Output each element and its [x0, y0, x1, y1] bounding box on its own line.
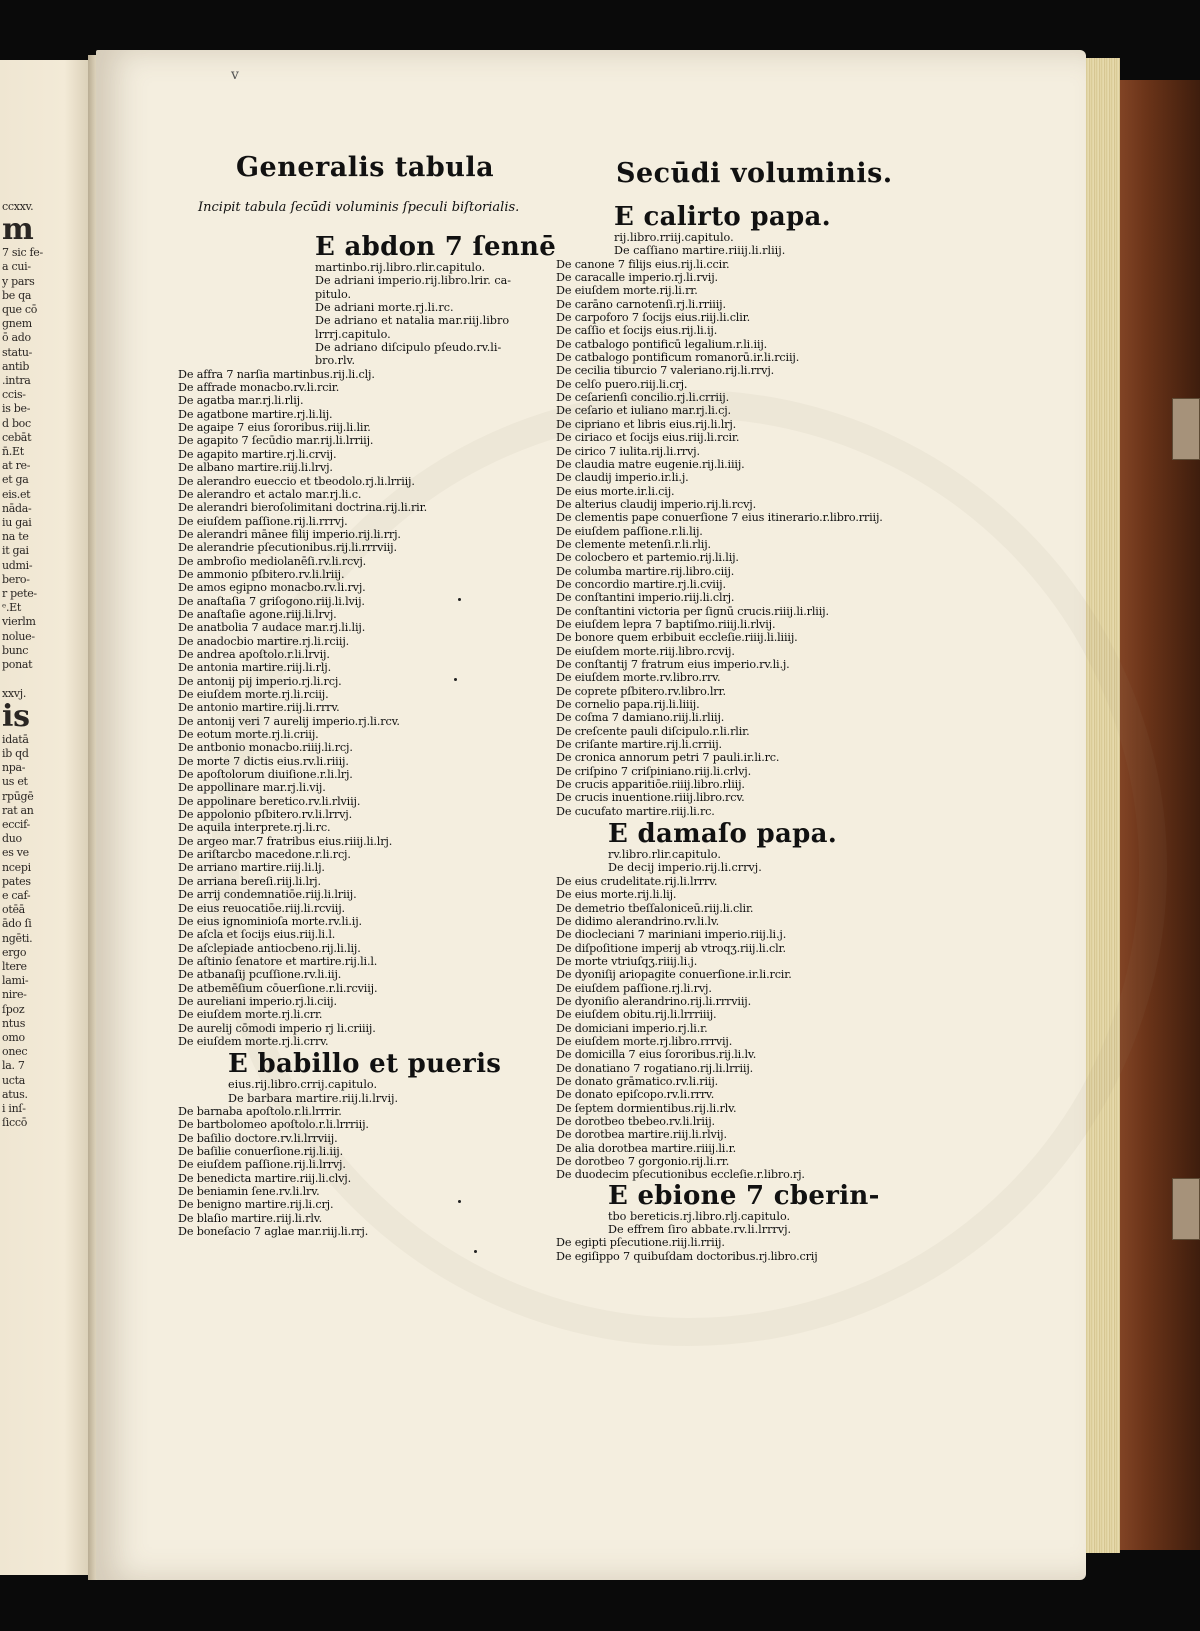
- index-entry: De argeo mar.7 fratribus eius.riiij.li.lrj.: [178, 834, 393, 848]
- left-page-line: a cui-: [2, 260, 31, 274]
- section-e-continuation: [608, 1210, 1076, 1237]
- index-entry: De apoſtolorum diuiſione.r.li.lrj.: [178, 768, 353, 782]
- left-page-line: eccif-: [2, 817, 30, 831]
- index-entry: De barnaba apoſtolo.r.li.lrrrir.: [178, 1104, 342, 1118]
- index-entry: De didimo alerandrino.rv.li.lv.: [556, 914, 720, 928]
- left-page-line: ltere: [2, 959, 27, 973]
- left-page-line: ergo: [2, 945, 27, 959]
- section-e-heading: [556, 1182, 1076, 1237]
- index-entry: De cornelio papa.rij.li.liiij.: [556, 698, 700, 712]
- index-entry: De amos egipno monacbo.rv.li.rvj.: [178, 581, 366, 595]
- index-entry: De antonio martire.riij.li.rrrv.: [178, 701, 340, 715]
- index-entry: De eiuſdem paſſione.rij.li.lrrvj.: [178, 1158, 346, 1172]
- section-e-entries: [556, 1236, 1076, 1263]
- left-page-line: at re-: [2, 459, 31, 473]
- left-page-line: pates: [2, 874, 31, 888]
- left-page-line: npa-: [2, 761, 26, 775]
- section-c-entries: [556, 258, 1076, 818]
- left-page-line: y pars: [2, 274, 35, 288]
- index-entry: De ceſario et iuliano mar.rj.li.cj.: [556, 404, 731, 418]
- index-entry: De morte 7 dictis eius.rv.li.riiij.: [178, 754, 349, 768]
- index-entry: De criſpino 7 criſpiniano.riij.li.crlvj.: [556, 764, 751, 778]
- section-a-continuation: [315, 261, 568, 368]
- index-entry: De benedicta martire.riij.li.clvj.: [178, 1171, 352, 1185]
- folio-mark: v: [231, 67, 239, 83]
- ink-dot: [454, 678, 457, 681]
- ink-dot: [458, 1200, 461, 1203]
- left-page-line: que cō: [2, 303, 38, 317]
- left-page-line: la. 7: [2, 1059, 25, 1073]
- left-page-line: ncepi: [2, 860, 31, 874]
- index-entry: De celſo puero.riij.li.crj.: [556, 377, 688, 391]
- index-entry: De alterius claudij imperio.rij.li.rcvj.: [556, 497, 757, 511]
- heading-continuation-line: martinbo.rij.libro.rlir.capitulo.: [315, 261, 486, 274]
- left-page-line: be qa: [2, 288, 32, 302]
- index-entry: De clemente metenſi.r.li.rlij.: [556, 537, 711, 551]
- heading-continuation-line: De adriano diſcipulo pſeudo.rv.li-: [315, 341, 502, 355]
- left-page-line: es ve: [2, 846, 29, 860]
- section-d-heading: [556, 820, 1076, 875]
- index-entry: De cipriano et libris eius.rij.li.lrj.: [556, 417, 737, 431]
- left-page-line: nāda-: [2, 501, 32, 515]
- index-entry: De diocleciani 7 mariniani imperio.riij.li.j.: [556, 928, 787, 942]
- left-page-line: ādo ſi: [2, 917, 32, 931]
- index-entry: De egipti pſecutione.riij.li.rriij.: [556, 1236, 725, 1250]
- left-page-line: bunc: [2, 643, 29, 657]
- left-page-line: d boc: [2, 416, 31, 430]
- heading-continuation-line: rv.libro.rlir.capitulo.: [608, 848, 721, 862]
- heading-continuation-line: De adriani morte.rj.li.rc.: [315, 301, 454, 315]
- left-page-line: udmi-: [2, 558, 33, 572]
- section-a-heading: [178, 233, 568, 368]
- left-page-line: i inſ-: [2, 1101, 26, 1115]
- left-page-line: ccxxv.: [2, 200, 34, 213]
- index-entry: De eiuſdem morte.rj.libro.rrrvij.: [556, 1034, 733, 1048]
- index-entry: De demetrio tbeſſaloniceū.riij.li.clir.: [556, 901, 754, 915]
- heading-continuation-line: pitulo.: [315, 287, 352, 301]
- heading-continuation-line: De barbara martire.riij.li.lrvij.: [228, 1091, 399, 1105]
- heading-continuation-line: bro.rlv.: [315, 354, 356, 368]
- heading-continuation-line: tbo bereticis.rj.libro.rlj.capitulo.: [608, 1209, 791, 1223]
- heading-continuation-line: rij.libro.rriij.capitulo.: [614, 231, 734, 244]
- index-entry: De eiuſdem paſſione.rij.li.rrrvj.: [178, 514, 348, 528]
- index-entry: De arriana bereſi.riij.li.lrj.: [178, 874, 321, 888]
- index-entry: De coſma 7 damiano.riij.li.rliij.: [556, 711, 725, 725]
- index-entry: De cucufato martire.riij.li.rc.: [556, 804, 715, 818]
- left-page-line: m: [2, 212, 34, 248]
- index-entry: De bartbolomeo apoſtolo.r.li.lrrriij.: [178, 1118, 369, 1132]
- index-entry: De clementis pape conuerſione 7 eius itinerario.r.libro.rriij.: [556, 511, 883, 525]
- left-page-line: gnem: [2, 317, 32, 331]
- index-entry: De claudij imperio.ir.li.j.: [556, 471, 689, 485]
- clasp-lower: [1172, 1178, 1200, 1240]
- index-entry: De eius morte.ir.li.cij.: [556, 484, 675, 498]
- index-entry: De antbonio monacbo.riiij.li.rcj.: [178, 741, 353, 755]
- index-entry: De eiuſdem morte.rv.libro.rrv.: [556, 671, 721, 685]
- index-entry: De morte vtriuſqʒ.riiij.li.j.: [556, 954, 698, 968]
- left-page-line: ib qd: [2, 746, 29, 760]
- index-entry: De creſcente pauli diſcipulo.r.li.rlir.: [556, 724, 750, 738]
- left-page-line: e caf-: [2, 888, 31, 902]
- index-entry: De diſpoſitione imperij ab vtroqʒ.riij.li.clr.: [556, 941, 786, 955]
- section-e-title: E ebione 7 cberin-: [608, 1180, 880, 1211]
- left-page-line: is be-: [2, 402, 31, 416]
- left-page-line: ō ado: [2, 331, 31, 345]
- index-entry: De anaſtaſie agone.riij.li.lrvj.: [178, 607, 337, 621]
- left-page-line: duo: [2, 832, 22, 846]
- index-entry: De boneſacio 7 aglae mar.riij.li.rrj.: [178, 1225, 369, 1239]
- index-entry: De cronica annorum petri 7 pauli.ir.li.rc.: [556, 751, 780, 765]
- index-entry: De antonij pij imperio.rj.li.rcj.: [178, 674, 342, 688]
- left-page-line: ucta: [2, 1073, 26, 1087]
- left-page-line: eis.et: [2, 487, 31, 501]
- index-entry: De eius ignominioſa morte.rv.li.ij.: [178, 914, 362, 928]
- ink-dot: [474, 1250, 477, 1253]
- left-page-line: ponat: [2, 658, 33, 672]
- left-page-line: et ga: [2, 473, 29, 487]
- index-entry: De eius reuocatiōe.riij.li.rcviij.: [178, 901, 345, 915]
- index-entry: De domicilla 7 eius ſororibus.rij.li.lv.: [556, 1048, 757, 1062]
- left-page-line: vierlm: [2, 615, 36, 629]
- section-c-heading: [556, 203, 1076, 258]
- index-entry: De aquila interprete.rj.li.rc.: [178, 821, 331, 835]
- index-entry: De agapito 7 ſecūdio mar.rij.li.lrriij.: [178, 434, 374, 448]
- index-entry: De ambroſio mediolanēſi.rv.li.rcvj.: [178, 554, 367, 568]
- index-entry: De eiuſdem morte.rj.li.rciij.: [178, 688, 329, 701]
- left-page-line: onec: [2, 1045, 28, 1059]
- section-c-title: E calirto papa.: [614, 202, 832, 232]
- heading-continuation-line: De adriano et natalia mar.riij.libro: [315, 314, 510, 328]
- index-entry: De baſilio doctore.rv.li.lrrviij.: [178, 1131, 338, 1145]
- index-column-left: [178, 233, 568, 1238]
- left-page-line: ſiccō: [2, 1116, 28, 1130]
- index-entry: De appollinare mar.rj.li.vij.: [178, 781, 326, 795]
- index-entry: De beniamin ſene.rv.li.lrv.: [178, 1185, 320, 1199]
- left-page-line: ᵉ.Et: [2, 601, 22, 615]
- index-entry: De eiuſdem paſſione.r.li.lij.: [556, 524, 703, 538]
- index-entry: De aſtinio ſenatore et martire.rij.li.l.: [178, 954, 378, 968]
- index-entry: De domiciani imperio.rj.li.r.: [556, 1021, 708, 1035]
- index-entry: De alerandri bieroſolimitani doctrina.rij.li.rir.: [178, 501, 427, 515]
- index-entry: De colocbero et partemio.rij.li.lij.: [556, 551, 739, 565]
- left-facing-page: [0, 60, 92, 1575]
- section-d-continuation: [608, 848, 1076, 875]
- index-entry: De cirico 7 iulita.rij.li.rrvj.: [556, 444, 700, 458]
- index-entry: De alerandro et actalo mar.rj.li.c.: [178, 487, 362, 501]
- heading-continuation-line: De decij imperio.rij.li.crrvj.: [608, 861, 762, 875]
- index-entry: De andrea apoſtolo.r.li.lrvij.: [178, 647, 330, 661]
- index-entry: De criſante martire.rij.li.crriij.: [556, 738, 722, 752]
- index-entry: De ammonio pſbitero.rv.li.lriij.: [178, 567, 345, 581]
- left-page-line: nire-: [2, 988, 27, 1002]
- index-entry: De appolinare beretico.rv.li.rlviij.: [178, 794, 361, 808]
- index-entry: De donato epiſcopo.rv.li.rrrv.: [556, 1088, 715, 1102]
- left-page-line: bero-: [2, 572, 30, 586]
- index-entry: De eiuſdem paſſione.rj.li.rvj.: [556, 981, 712, 995]
- left-page-line: atus.: [2, 1087, 28, 1101]
- section-b-heading: [178, 1050, 568, 1105]
- ink-dot: [458, 598, 461, 601]
- index-entry: De crucis inuentione.riiij.libro.rcv.: [556, 791, 745, 805]
- index-entry: De arriano martire.riij.li.lj.: [178, 861, 325, 875]
- index-entry: De benigno martire.rij.li.crj.: [178, 1198, 334, 1212]
- left-page-line: .intra: [2, 374, 31, 388]
- index-entry: De egiſippo 7 quibuſdam doctoribus.rj.libro.crij: [556, 1249, 818, 1263]
- index-entry: De arrij condemnatiōe.riij.li.lriij.: [178, 888, 357, 902]
- index-entry: De agatba mar.rj.li.rlij.: [178, 394, 304, 408]
- left-page-line: it gai: [2, 544, 29, 558]
- index-entry: De caſſio et ſocijs eius.rij.li.ij.: [556, 324, 718, 338]
- left-page-line: omo: [2, 1030, 25, 1044]
- index-entry: De antonij veri 7 aurelij imperio.rj.li.rcv.: [178, 714, 400, 728]
- heading-continuation-line: lrrrj.capitulo.: [315, 327, 391, 341]
- index-entry: De claudia matre eugenie.rij.li.iiij.: [556, 457, 745, 471]
- heading-continuation-line: eius.rij.libro.crrij.capitulo.: [228, 1078, 378, 1092]
- index-entry: De alerandri mānee filij imperio.rij.li.rrj.: [178, 527, 401, 541]
- index-entry: De affra 7 narſia martinbus.rij.li.clj.: [178, 367, 375, 381]
- index-entry: De eiuſdem lepra 7 baptiſmo.riiij.li.rlvij.: [556, 617, 776, 631]
- left-page-line: is: [2, 698, 30, 734]
- index-entry: De duodecim pſecutionibus eccleſie.r.libro.rj.: [556, 1168, 805, 1182]
- index-entry: De eiuſdem obitu.rij.li.lrrriiij.: [556, 1008, 717, 1022]
- left-page-line: antib: [2, 359, 30, 373]
- index-entry: De baſilie conuerſione.rij.li.iij.: [178, 1145, 343, 1158]
- left-page-line: ccis-: [2, 388, 26, 402]
- heading-continuation-line: De caſſiano martire.riiij.li.rliij.: [614, 244, 786, 258]
- section-a-title: E abdon 7 ſennē: [315, 232, 557, 262]
- right-page: [96, 50, 1086, 1580]
- index-entry: De eiuſdem morte.rij.li.rr.: [556, 284, 698, 298]
- left-page-line: r pete-: [2, 587, 37, 601]
- index-entry: De aſcla et ſocijs eius.riij.li.l.: [178, 928, 336, 942]
- index-entry: De conſtantini imperio.riij.li.clrj.: [556, 591, 735, 605]
- left-page-line: ntus: [2, 1016, 26, 1030]
- left-page-line: ngēti.: [2, 931, 33, 945]
- left-page-line: statu-: [2, 345, 33, 359]
- left-page-text: [2, 200, 88, 1130]
- index-entry: De canone 7 filijs eius.rij.li.ccir.: [556, 257, 730, 271]
- left-page-line: na te: [2, 530, 29, 544]
- index-entry: De caracalle imperio.rj.li.rvij.: [556, 271, 718, 285]
- index-entry: De anadocbio martire.rj.li.rciij.: [178, 634, 350, 648]
- index-entry: De columba martire.rij.libro.ciij.: [556, 564, 735, 578]
- index-entry: De aureliani imperio.rj.li.ciij.: [178, 994, 337, 1008]
- clasp-upper: [1172, 398, 1200, 460]
- index-entry: De eius morte.rij.li.lij.: [556, 888, 677, 902]
- index-entry: De eiuſdem morte.rj.li.crrv.: [178, 1034, 329, 1048]
- left-page-line: lami-: [2, 974, 29, 988]
- left-page-line: us et: [2, 775, 28, 789]
- left-page-line: nolue-: [2, 629, 35, 643]
- index-entry: De anatbolia 7 audace mar.rj.li.lij.: [178, 621, 366, 635]
- section-d-entries: [556, 875, 1076, 1182]
- left-page-line: ſpoz: [2, 1002, 25, 1016]
- index-entry: De coprete pſbitero.rv.libro.lrr.: [556, 684, 726, 698]
- index-entry: De anaſtaſia 7 griſogono.riij.li.lvij.: [178, 594, 365, 608]
- index-entry: De blaſio martire.riij.li.rlv.: [178, 1211, 323, 1225]
- incipit-line: Incipit tabula ſecūdi voluminis ſpeculi biſtorialis.: [198, 200, 520, 215]
- left-page-line: otēā: [2, 903, 25, 917]
- left-page-line: 7 sic fe-: [2, 246, 43, 260]
- index-entry: De ceſarienſi concilio.rj.li.crriij.: [556, 391, 729, 405]
- index-entry: De dorotbeo tbebeo.rv.li.lriij.: [556, 1115, 715, 1128]
- index-entry: De atbanaſij pcuſſione.rv.li.iij.: [178, 968, 342, 982]
- index-entry: De conſtantij 7 fratrum eius imperio.rv.li.j.: [556, 658, 790, 671]
- left-page-line: xxvj.: [2, 686, 27, 700]
- index-entry: De alerandro eueccio et tbeodolo.rj.li.lrriij.: [178, 474, 415, 488]
- index-entry: De eiuſdem morte.rj.li.crr.: [178, 1008, 323, 1022]
- left-page-line: n̄.Et: [2, 445, 24, 459]
- index-entry: De donatiano 7 rogatiano.rij.li.lrriij.: [556, 1061, 754, 1075]
- left-page-line: cebāt: [2, 430, 32, 444]
- section-d-title: E damaſo papa.: [608, 819, 838, 850]
- index-entry: De affrade monacbo.rv.li.rcir.: [178, 381, 340, 395]
- index-column-right: [556, 203, 1076, 1263]
- running-head-left: Generalis tabula: [236, 152, 495, 183]
- heading-continuation-line: De adriani imperio.rij.libro.lrir. ca-: [315, 274, 512, 288]
- index-entry: De ciriaco et ſocijs eius.riij.li.rcir.: [556, 431, 740, 445]
- section-b-continuation: [228, 1078, 568, 1105]
- running-head-right: Secūdi voluminis.: [616, 158, 893, 189]
- index-entry: De carpoforo 7 ſocijs eius.riij.li.clir.: [556, 311, 751, 325]
- index-entry: De albano martire.riij.li.lrvj.: [178, 461, 333, 475]
- index-entry: De bonore quem erbibuit eccleſie.riiij.li.liiij.: [556, 631, 798, 645]
- index-entry: De carāno carnotenſi.rj.li.rriiij.: [556, 297, 726, 311]
- left-page-line: iu gai: [2, 516, 32, 530]
- left-page-line: idatā: [2, 732, 29, 746]
- index-entry: De agapito martire.rj.li.crvij.: [178, 447, 337, 461]
- index-entry: De ſeptem dormientibus.rij.li.rlv.: [556, 1101, 737, 1115]
- index-entry: De ariſtarcbo macedone.r.li.rcj.: [178, 848, 351, 862]
- index-entry: De concordio martire.rj.li.cviij.: [556, 577, 726, 591]
- left-page-line: rat an: [2, 803, 34, 817]
- index-entry: De crucis apparitiōe.riiij.libro.rliij.: [556, 778, 745, 792]
- section-a-entries: [178, 368, 568, 1049]
- left-page-line: [2, 672, 88, 686]
- heading-continuation-line: De effrem ſiro abbate.rv.li.lrrrvj.: [608, 1223, 792, 1237]
- left-page-line: rpūgē: [2, 789, 34, 803]
- index-entry: De appolonio pſbitero.rv.li.lrrvj.: [178, 808, 352, 822]
- section-c-continuation: [614, 231, 1076, 258]
- index-entry: De cecilia tiburcio 7 valeriano.rij.li.rrvj.: [556, 364, 775, 378]
- index-entry: De alerandrie pſecutionibus.rij.li.rrrviij.: [178, 541, 397, 555]
- index-entry: De agatbone martire.rj.li.lij.: [178, 407, 333, 421]
- index-entry: De eiuſdem morte.riij.libro.rcvij.: [556, 644, 735, 658]
- index-entry: De eotum morte.rj.li.criij.: [178, 728, 319, 742]
- index-entry: De dorotbeo 7 gorgonio.rij.li.rr.: [556, 1155, 730, 1169]
- index-entry: De dyoniſio alerandrino.rij.li.rrrviij.: [556, 994, 751, 1008]
- index-entry: De catbalogo pontificum romanorū.ir.li.rciij.: [556, 351, 800, 365]
- index-entry: De catbalogo pontificū legalium.r.li.iij.: [556, 337, 768, 351]
- section-b-entries: [178, 1105, 568, 1238]
- index-entry: De donato grāmatico.rv.li.riij.: [556, 1074, 719, 1088]
- index-entry: De conſtantini victoria per ſignū crucis.riiij.li.rliij.: [556, 604, 829, 618]
- index-entry: De antonia martire.riij.li.rlj.: [178, 661, 332, 675]
- index-entry: De aurelij cōmodi imperio rj li.criiij.: [178, 1021, 376, 1035]
- index-entry: De agaipe 7 eius ſororibus.riij.li.lir.: [178, 421, 371, 435]
- index-entry: De atbemēſium cōuerſione.r.li.rcviij.: [178, 981, 378, 995]
- index-entry: De alia dorotbea martire.riiij.li.r.: [556, 1141, 737, 1155]
- index-entry: De dorotbea martire.riij.li.rlvij.: [556, 1128, 727, 1142]
- section-b-title: E babillo et pueris: [228, 1049, 502, 1080]
- index-entry: De dyoniſij ariopagite conuerſione.ir.li.rcir.: [556, 968, 792, 982]
- index-entry: De eius crudelitate.rij.li.lrrrv.: [556, 874, 718, 888]
- index-entry: De aſclepiade antiocbeno.rij.li.lij.: [178, 941, 361, 955]
